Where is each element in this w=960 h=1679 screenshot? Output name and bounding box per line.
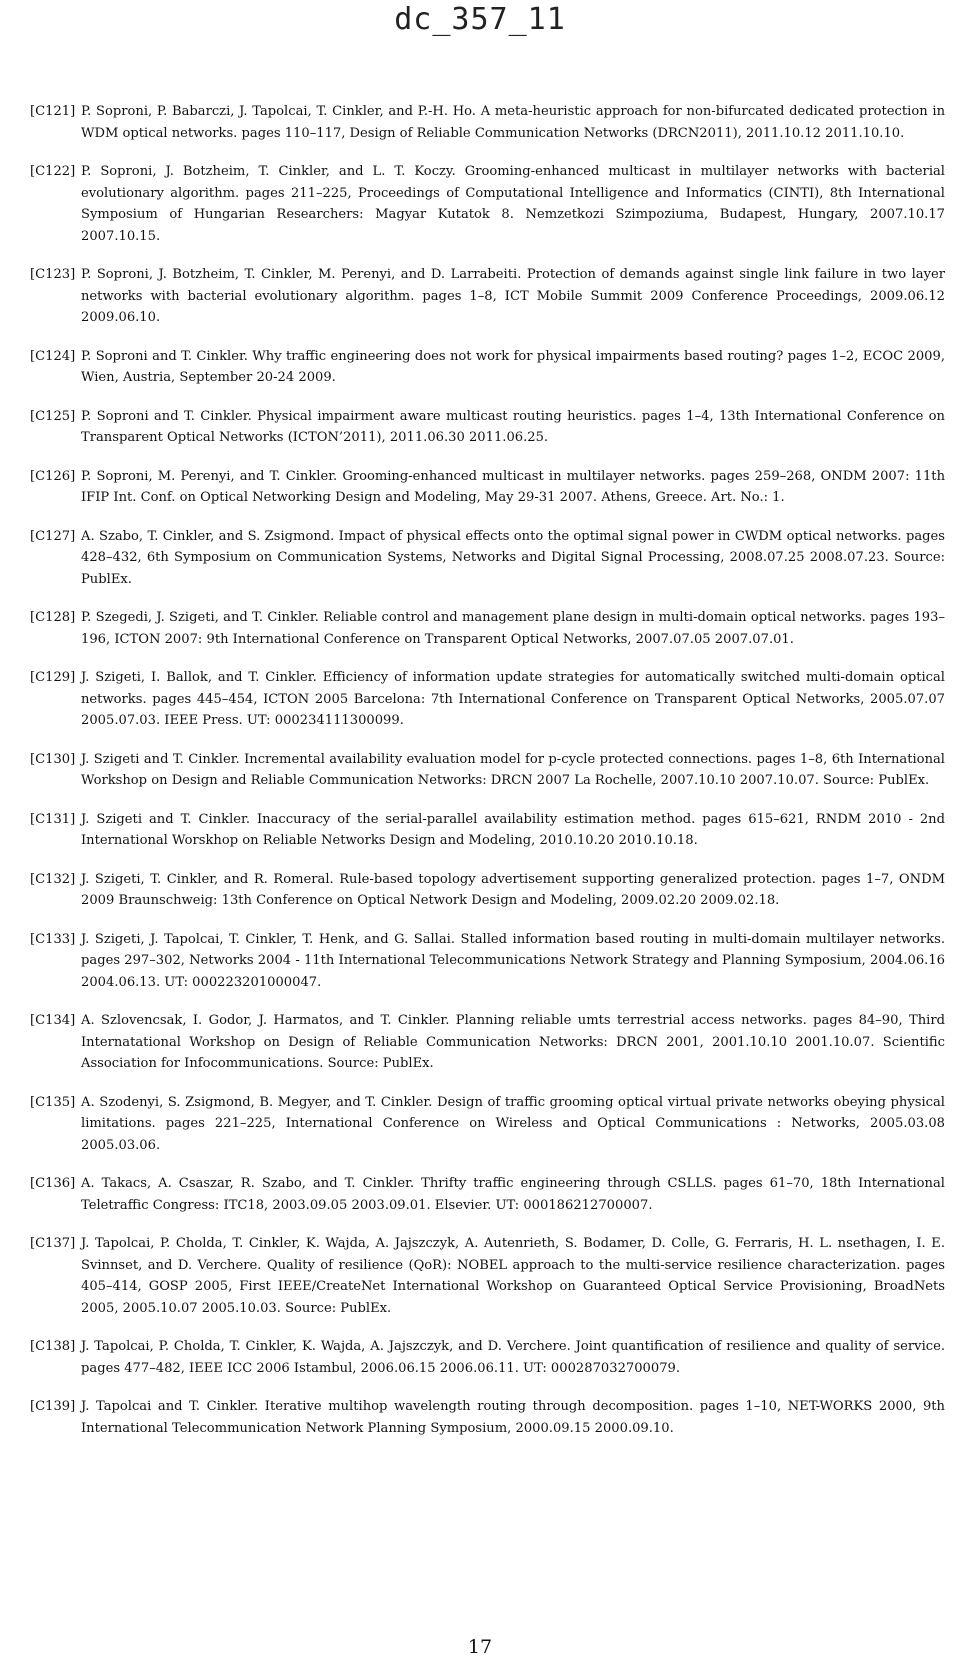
reference-key: [C129] [30,670,76,685]
reference-key: [C128] [30,610,76,625]
reference-item [30,749,945,792]
reference-key: [C132] [30,871,76,887]
reference-key: [C137] [30,1236,76,1251]
reference-text: J. Szigeti, I. Ballok, and T. Cinkler. Efficiency of information update strategies for automatically switched multi-domain optical networks. pages 445–454, ICTON 2005 Barcelona: 7th International Conference on Transparent Optical Networks, 2005.07.07 2005.07.03. IEEE Press. UT: 000234111300099. [81,670,945,728]
reference-text: P. Soproni and T. Cinkler. Physical impairment aware multicast routing heuristics. pages 1–4, 13th International Conference on Transparent Optical Networks (ICTON’2011), 2011.06.30 2011.06.25. [81,408,945,445]
reference-key: [C121] [30,104,76,119]
reference-item [30,526,945,591]
reference-item [30,1173,945,1216]
document-id: dc_357_11 [394,2,566,37]
reference-item [30,1336,945,1379]
reference-key: [C139] [30,1399,76,1414]
reference-key: [C125] [30,408,76,424]
page-number: 17 [467,1636,493,1658]
reference-key: [C122] [30,164,76,179]
reference-list [30,101,945,1456]
reference-key: [C138] [30,1339,76,1354]
reference-text: A. Szodenyi, S. Zsigmond, B. Megyer, and T. Cinkler. Design of traffic grooming optical virtual private networks obeying physical limitations. pages 221–225, International Conference on Wireless and Optical Communications : Networks, 2005.03.08 2005.03.06. [81,1094,945,1153]
reference-key: [C126] [30,468,76,484]
reference-text: P. Soproni, J. Botzheim, T. Cinkler, M. Perenyi, and D. Larrabeiti. Protection of demands against single link failure in two layer networks with bacterial evolutionary algorithm. pages 1–8, ICT Mobile Summit 2009 Conference Proceedings, 2009.06.12 2009.06.10. [81,267,945,325]
reference-text: J. Szigeti and T. Cinkler. Incremental availability evaluation model for p-cycle protected connections. pages 1–8, 6th International Workshop on Design and Reliable Communication Networks: DRCN 2007 La Rochelle, 2007.10.10 2007.10.07. Source: PublEx. [81,751,945,788]
reference-text: P. Soproni, M. Perenyi, and T. Cinkler. Grooming-enhanced multicast in multilayer networks. pages 259–268, ONDM 2007: 11th IFIP Int. Conf. on Optical Networking Design and Modeling, May 29-31 2007. Athens, Greece. Art. No.: 1. [81,468,945,505]
reference-text: P. Szegedi, J. Szigeti, and T. Cinkler. Reliable control and management plane design in multi-domain optical networks. pages 193–196, ICTON 2007: 9th International Conference on Transparent Optical Networks, 2007.07.05 2007.07.01. [81,610,945,647]
reference-text: J. Tapolcai, P. Cholda, T. Cinkler, K. Wajda, A. Jajszczyk, and D. Verchere. Joint quantification of resilience and quality of service. pages 477–482, IEEE ICC 2006 Istambul, 2006.06.15 2006.06.11. UT: 000287032700079. [81,1339,945,1376]
reference-text: A. Szabo, T. Cinkler, and S. Zsigmond. Impact of physical effects onto the optimal signal power in CWDM optical networks. pages 428–432, 6th Symposium on Communication Systems, Networks and Digital Signal Processing, 2008.07.25 2008.07.23. Source: PublEx. [81,528,945,587]
reference-text: J. Tapolcai and T. Cinkler. Iterative multihop wavelength routing through decomposition. pages 1–10, NET-WORKS 2000, 9th International Telecommunication Network Planning Symposium, 2000.09.15 2000.09.10. [81,1399,945,1436]
reference-key: [C124] [30,348,76,364]
reference-item [30,607,945,650]
reference-item [30,406,945,449]
reference-item [30,264,945,329]
reference-text: P. Soproni and T. Cinkler. Why traffic engineering does not work for physical impairments based routing? pages 1–2, ECOC 2009, Wien, Austria, September 20-24 2009. [81,348,945,385]
reference-item [30,346,945,389]
reference-text: J. Tapolcai, P. Cholda, T. Cinkler, K. Wajda, A. Jajszczyk, A. Autenrieth, S. Bodamer, D. Colle, G. Ferraris, H. L. nsethagen, I. E. Svinnset, and D. Verchere. Quality of resilience (QoR): NOBEL approach to the multi-service resilience characterization. pages 405–414, GOSP 2005, First IEEE/CreateNet International Workshop on Guaranteed Optical Service Provisioning, BroadNets 2005, 2005.10.07 2005.10.03. Source: PublEx. [81,1236,945,1316]
reference-item [30,466,945,509]
reference-item [30,667,945,732]
reference-item [30,1396,945,1439]
reference-text: J. Szigeti, T. Cinkler, and R. Romeral. Rule-based topology advertisement supporting generalized protection. pages 1–7, ONDM 2009 Braunschweig: 13th Conference on Optical Network Design and Modeling, 2009.02.20 2009.02.18. [81,871,945,908]
reference-item [30,1010,945,1075]
reference-key: [C127] [30,528,76,544]
reference-key: [C136] [30,1176,76,1191]
reference-item [30,869,945,912]
reference-text: P. Soproni, P. Babarczi, J. Tapolcai, T. Cinkler, and P.-H. Ho. A meta-heuristic approach for non-bifurcated dedicated protection in WDM optical networks. pages 110–117, Design of Reliable Communication Networks (DRCN2011), 2011.10.12 2011.10.10. [81,104,945,141]
reference-key: [C131] [30,811,76,827]
reference-text: J. Szigeti, J. Tapolcai, T. Cinkler, T. Henk, and G. Sallai. Stalled information based routing in multi-domain multilayer networks. pages 297–302, Networks 2004 - 11th International Telecommunications Network Strategy and Planning Symposium, 2004.06.16 2004.06.13. UT: 000223201000047. [81,931,945,990]
reference-text: A. Takacs, A. Csaszar, R. Szabo, and T. Cinkler. Thrifty traffic engineering through CSLLS. pages 61–70, 18th International Teletraffic Congress: ITC18, 2003.09.05 2003.09.01. Elsevier. UT: 000186212700007. [81,1176,945,1213]
reference-text: P. Soproni, J. Botzheim, T. Cinkler, and L. T. Koczy. Grooming-enhanced multicast in multilayer networks with bacterial evolutionary algorithm. pages 211–225, Proceedings of Computational Intelligence and Informatics (CINTI), 8th International Symposium of Hungarian Researchers: Magyar Kutatok 8. Nemzetkozi Szimpoziuma, Budapest, Hungary, 2007.10.17 2007.10.15. [81,164,945,244]
reference-key: [C130] [30,751,76,767]
reference-item [30,1233,945,1319]
reference-key: [C133] [30,931,76,947]
reference-item [30,101,945,144]
reference-item [30,809,945,852]
reference-key: [C123] [30,267,76,282]
reference-item [30,161,945,247]
reference-item [30,929,945,994]
reference-text: A. Szlovencsak, I. Godor, J. Harmatos, and T. Cinkler. Planning reliable umts terrestrial access networks. pages 84–90, Third Internatational Workshop on Design of Reliable Communication Networks: DRCN 2001, 2001.10.10 2001.10.07. Scientific Association for Infocommunications. Source: PublEx. [81,1013,945,1071]
reference-item [30,1092,945,1157]
reference-text: J. Szigeti and T. Cinkler. Inaccuracy of the serial-parallel availability estimation method. pages 615–621, RNDM 2010 - 2nd International Worskhop on Reliable Networks Design and Modeling, 2010.10.20 2010.10.18. [81,811,945,848]
reference-key: [C135] [30,1094,76,1110]
reference-key: [C134] [30,1013,76,1028]
